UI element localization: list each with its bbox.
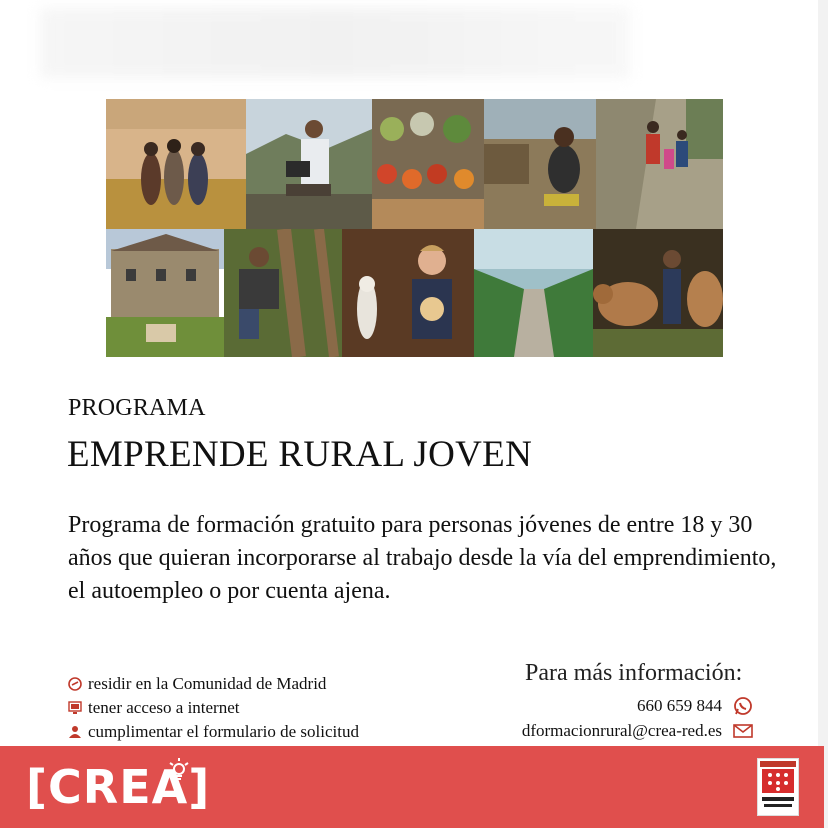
program-title: EMPRENDE RURAL JOVEN — [67, 434, 533, 475]
comunidad-de-madrid-logo — [757, 758, 799, 816]
photo-cows-farmer — [593, 229, 723, 357]
lightbulb-icon — [167, 756, 191, 780]
program-description: Programa de formación gratuito para personas jóvenes de entre 18 y 30 años que quieran incorporarse al trabajo desde la vía del emprendimiento, el autoempleo o por cuenta ajena. — [68, 512, 777, 604]
crea-logo: [CREA] — [26, 760, 211, 814]
blurred-header-area — [40, 8, 630, 78]
requirement-item — [68, 672, 359, 696]
photo-collage — [106, 99, 723, 357]
phone-line[interactable] — [637, 696, 754, 716]
requirement-text: tener acceso a internet — [88, 698, 240, 717]
photo-hikers — [596, 99, 723, 229]
program-kicker: PROGRAMA — [68, 395, 206, 421]
requirements-list — [68, 672, 359, 744]
photo-greenhouse — [474, 229, 593, 357]
photo-man-crops — [224, 229, 342, 357]
person-icon — [68, 725, 82, 739]
check-circle-icon — [68, 677, 82, 691]
requirement-text: residir en la Comunidad de Madrid — [88, 674, 327, 693]
footer-bar — [0, 746, 824, 828]
photo-vegetables — [372, 99, 484, 229]
info-title: Para más información: — [525, 660, 743, 686]
photo-friends-field — [106, 99, 246, 229]
computer-icon — [68, 701, 82, 715]
photo-woman-planting — [484, 99, 596, 229]
email-address[interactable]: dformacionrural@crea-red.es — [521, 721, 722, 740]
photo-laptop-mountain — [246, 99, 372, 229]
page-edge — [818, 0, 828, 828]
email-line[interactable] — [522, 721, 754, 741]
mail-icon[interactable] — [732, 721, 754, 741]
requirement-item — [68, 720, 359, 744]
photo-stone-house — [106, 229, 224, 357]
photo-cheesemaker-goat — [342, 229, 474, 357]
requirement-item — [68, 696, 359, 720]
requirement-text: cumplimentar el formulario de solicitud — [88, 722, 359, 741]
whatsapp-icon[interactable] — [732, 696, 754, 716]
phone-number[interactable]: 660 659 844 — [637, 696, 722, 715]
